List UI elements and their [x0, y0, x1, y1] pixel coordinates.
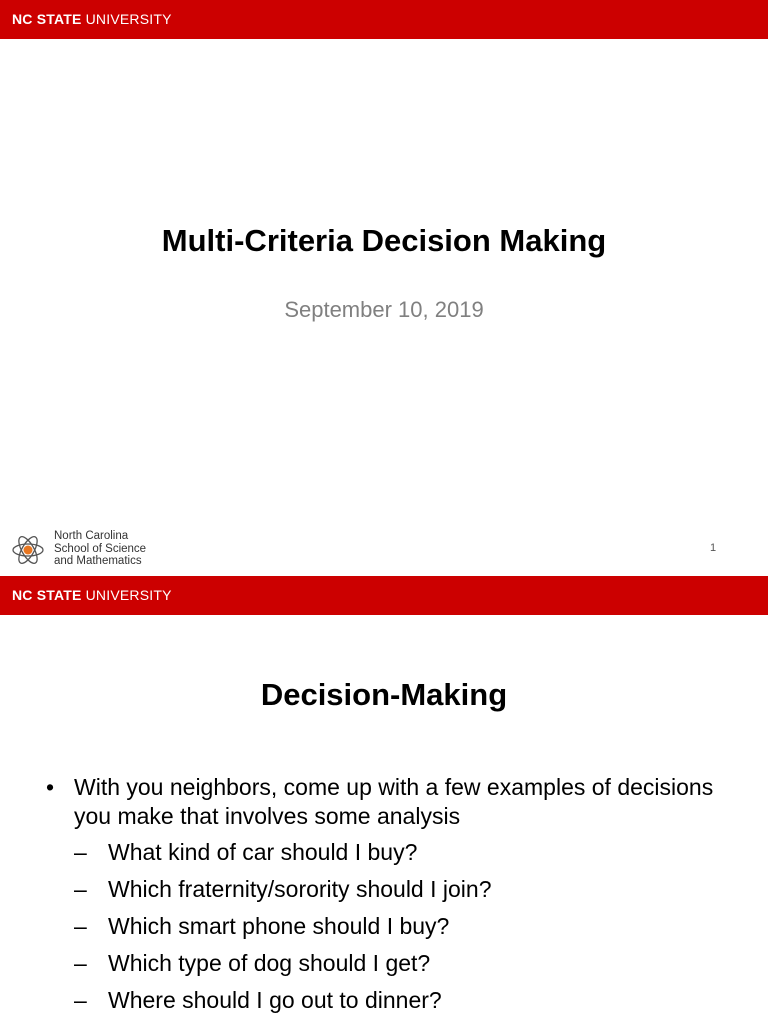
bullet-marker: •: [46, 774, 55, 800]
sub-bullet-item: [46, 875, 746, 912]
brand-bold: NC STATE: [12, 11, 82, 27]
logo-line-1: North Carolina: [54, 530, 129, 542]
sub-bullet-list: [46, 838, 746, 1023]
logo-line-2: School of Science: [54, 542, 147, 555]
header-banner: [0, 576, 768, 615]
sub-bullet-item: [46, 986, 746, 1023]
sub-bullet-marker: –: [74, 876, 87, 902]
logo-line-3: and Mathematics: [54, 555, 142, 567]
ncssm-logo: [8, 528, 188, 570]
sub-bullet-item: [46, 949, 746, 986]
sub-bullet-marker: –: [74, 913, 87, 939]
slide-date: September 10, 2019: [284, 297, 484, 322]
ncssm-atom-icon: [8, 530, 48, 570]
sub-bullet-marker: –: [74, 839, 87, 865]
page-number: 1: [710, 542, 717, 554]
logo-text: [54, 530, 146, 568]
sub-bullet-text: Where should I go out to dinner?: [108, 987, 442, 1013]
sub-bullet-item: [46, 838, 746, 875]
sub-bullet-item: [46, 912, 746, 949]
sub-bullet-marker: –: [74, 950, 87, 976]
slide-title: Multi-Criteria Decision Making: [161, 223, 607, 258]
slide-2: [0, 576, 768, 1024]
bullet-list: [46, 773, 746, 1023]
brand-regular: UNIVERSITY: [81, 11, 172, 27]
brand-bold: NC STATE: [12, 587, 82, 603]
slide-title: Decision-Making: [260, 677, 508, 712]
sub-bullet-text: What kind of car should I buy?: [108, 839, 418, 865]
header-banner: [0, 0, 768, 39]
sub-bullet-text: Which type of dog should I get?: [108, 950, 431, 976]
bullet-item: [46, 773, 746, 831]
brand-wordmark: [12, 587, 172, 603]
sub-bullet-text: Which smart phone should I buy?: [108, 913, 450, 939]
bullet-text: With you neighbors, come up with a few examples of decisions you make that involves some analysis: [74, 774, 714, 829]
sub-bullet-text: Which fraternity/sorority should I join?: [108, 876, 492, 902]
brand-wordmark: [12, 11, 172, 27]
brand-regular: UNIVERSITY: [81, 587, 172, 603]
sub-bullet-marker: –: [74, 987, 87, 1013]
